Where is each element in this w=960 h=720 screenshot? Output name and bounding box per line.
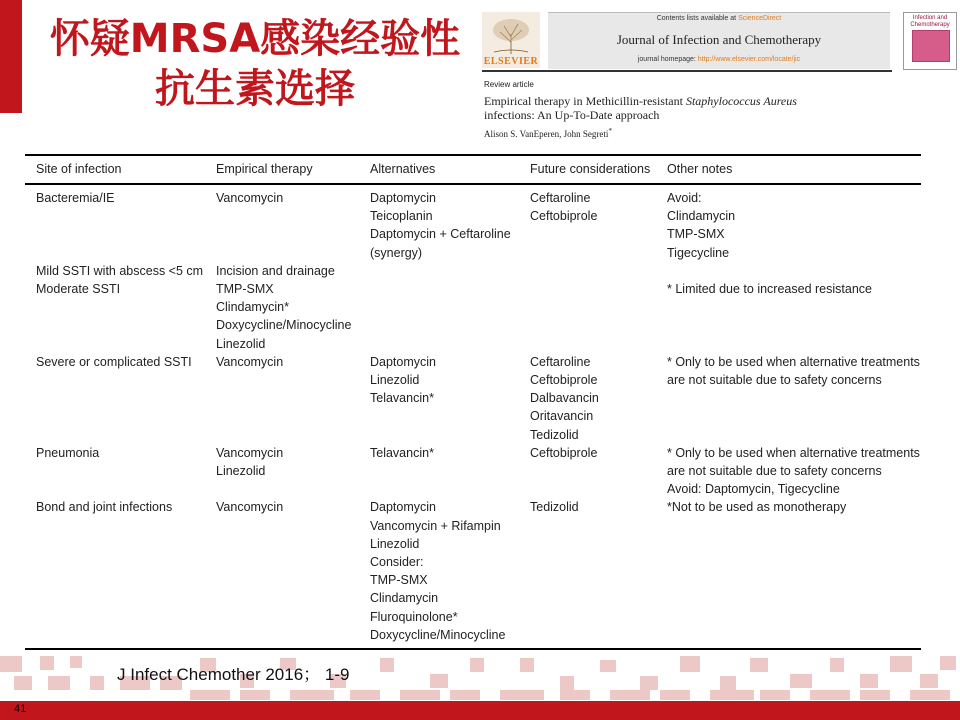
cell-line: Avoid: [667, 191, 702, 205]
sciencedirect-link[interactable]: ScienceDirect [738, 15, 782, 22]
cell-line: Consider: [370, 555, 424, 570]
decor-square [520, 658, 534, 672]
cell-line: Vancomycin [216, 445, 284, 460]
cell-line: Tedizolid [530, 427, 579, 442]
cell-line: Ceftobiprole [530, 209, 598, 224]
paper-title: Empirical therapy in Methicillin-resistant Staphylococcus Aureus infections: An Up-To-Date approach [484, 94, 797, 122]
decor-square [920, 674, 938, 688]
cell-future [519, 353, 656, 444]
left-accent-bar [0, 0, 22, 113]
decor-square [190, 690, 230, 700]
decor-square [40, 656, 54, 670]
cell-line: Clindamycin [667, 209, 736, 224]
cell-line: Clindamycin [370, 591, 439, 606]
journal-name: Journal of Infection and Chemotherapy [616, 32, 822, 47]
cell-alternatives [359, 353, 519, 444]
cell-empirical [205, 184, 359, 262]
cell-line: Telavancin* [370, 445, 434, 460]
citation: J Infect Chemother 2016； 1-9 [117, 665, 350, 684]
cell-notes [656, 184, 921, 262]
table-row [25, 184, 921, 262]
cell-future [519, 498, 656, 649]
cell-notes [656, 262, 921, 353]
slide-title [30, 14, 480, 114]
table-body [25, 184, 921, 649]
homepage-link[interactable]: http://www.elsevier.com/locate/jic [697, 56, 801, 63]
decor-square [610, 690, 650, 700]
decor-square [790, 674, 812, 688]
cell-line: Bacteremia/IE [36, 191, 115, 205]
cell-line: Incision and drainage [216, 263, 335, 278]
cell-line: * Only to be used when alternative treatments [667, 354, 920, 369]
header-future: Future considerations [519, 155, 656, 184]
decor-square [720, 676, 736, 690]
cell-empirical [205, 444, 359, 499]
cell-empirical [205, 498, 359, 649]
cell-line: are not suitable due to safety concerns [667, 464, 882, 479]
homepage-line: journal homepage: http://www.elsevier.com/locate/jic [637, 56, 801, 63]
cell-empirical [205, 353, 359, 444]
decor-square [70, 656, 82, 668]
decor-square [890, 656, 912, 672]
cell-line: Vancomycin [216, 500, 284, 515]
cell-line: Daptomycin [370, 354, 436, 369]
decor-square [0, 656, 22, 672]
cell-line: Vancomycin [216, 354, 284, 369]
cell-site [25, 184, 205, 262]
bottom-bar [0, 701, 960, 720]
decor-square [560, 676, 574, 690]
cell-line: Linezolid [216, 336, 266, 351]
cell-line: TMP-SMX [216, 282, 274, 297]
slide-title-line1: 怀疑MRSA感染经验性 [49, 16, 461, 62]
header-divider [482, 70, 892, 72]
decor-square [240, 690, 270, 700]
therapy-table [25, 154, 921, 650]
decor-square [290, 690, 334, 700]
decor-square [14, 676, 32, 690]
cell-site [25, 353, 205, 444]
cell-line: *Not to be used as monotherapy [667, 500, 847, 515]
cell-line: Ceftaroline [530, 354, 591, 369]
cell-notes [656, 444, 921, 499]
cell-line: Mild SSTI with abscess <5 cm [36, 263, 204, 278]
cell-line: Linezolid [370, 536, 420, 551]
cell-line: Linezolid [216, 464, 266, 479]
cell-line: Tedizolid [530, 500, 579, 515]
cell-line: Oritavancin [530, 409, 594, 424]
cell-line: TMP-SMX [667, 227, 725, 242]
cell-line [667, 262, 917, 280]
cell-line: Moderate SSTI [36, 282, 121, 297]
page-number: 41 [14, 703, 27, 715]
cell-line: Severe or complicated SSTI [36, 354, 192, 369]
decor-square [810, 690, 850, 700]
header-site: Site of infection [25, 155, 205, 184]
table-row [25, 262, 921, 353]
decor-square [500, 690, 544, 700]
elsevier-wordmark: ELSEVIER [483, 56, 539, 67]
cell-line: (synergy) [370, 245, 423, 260]
paper-authors: Alison S. VanEperen, John Segreti* [484, 126, 613, 139]
decor-square [560, 690, 590, 700]
decor-square [860, 674, 878, 688]
decor-square [48, 676, 70, 690]
cell-empirical [205, 262, 359, 353]
decor-square [450, 690, 480, 700]
table-row [25, 353, 921, 444]
cell-future [519, 262, 656, 353]
cover-title: Infection and Chemotherapy [910, 15, 950, 28]
cell-future [519, 444, 656, 499]
cell-line: Avoid: Daptomycin, Tigecycline [667, 482, 840, 497]
cell-line: Ceftobiprole [530, 445, 598, 460]
cell-line: Daptomycin [370, 191, 436, 205]
cell-line: Doxycycline/Minocycline [216, 318, 352, 333]
cell-line: Bond and joint infections [36, 500, 173, 515]
decor-square [90, 676, 104, 690]
decor-square [680, 656, 700, 672]
slide-title-line2: 抗生素选择 [155, 66, 355, 112]
cell-line: Daptomycin [370, 500, 436, 515]
table-row [25, 498, 921, 649]
decor-square [910, 690, 950, 700]
header-alternatives: Alternatives [359, 155, 519, 184]
decor-square [940, 656, 956, 670]
decor-square [350, 690, 380, 700]
cell-line: Ceftaroline [530, 191, 591, 205]
cell-line: Dalbavancin [530, 391, 599, 406]
cell-line: Telavancin* [370, 391, 434, 406]
journal-banner [548, 12, 890, 69]
cell-site [25, 498, 205, 649]
cell-notes [656, 353, 921, 444]
cell-future [519, 184, 656, 262]
cell-line: Vancomycin + Rifampin [370, 518, 501, 533]
decor-square [640, 676, 658, 690]
decor-square [860, 690, 890, 700]
decor-square [760, 690, 790, 700]
decor-square [430, 674, 448, 688]
article-type: Review article [484, 80, 534, 89]
cell-line: Teicoplanin [370, 209, 433, 224]
header-notes: Other notes [656, 155, 921, 184]
cover-image [912, 30, 950, 62]
decor-square [830, 658, 844, 672]
cell-alternatives [359, 444, 519, 499]
cell-line: * Only to be used when alternative treatments [667, 445, 920, 460]
decor-square [750, 658, 768, 672]
cell-line: Doxycycline/Minocycline [370, 627, 506, 642]
decor-square [400, 690, 440, 700]
cell-alternatives [359, 262, 519, 353]
cell-line: TMP-SMX [370, 573, 428, 588]
therapy-table-container [25, 154, 921, 650]
cell-line: Linezolid [370, 373, 420, 388]
cell-line: Clindamycin* [216, 300, 289, 315]
paper-title-species: Staphylococcus Aureus [685, 94, 797, 108]
cell-alternatives [359, 498, 519, 649]
cell-line: Ceftobiprole [530, 373, 598, 388]
cell-line: Vancomycin [216, 191, 284, 205]
cell-line: Daptomycin + Ceftaroline [370, 227, 511, 242]
cell-site [25, 444, 205, 499]
header-empirical: Empirical therapy [205, 155, 359, 184]
decor-square [710, 690, 754, 700]
decor-square [470, 658, 484, 672]
decor-square [660, 690, 690, 700]
journal-header [482, 12, 957, 70]
cell-notes [656, 498, 921, 649]
table-row [25, 444, 921, 499]
journal-cover [903, 12, 957, 70]
cell-line: Tigecycline [667, 245, 730, 260]
table-header-row [25, 155, 921, 184]
cell-line: are not suitable due to safety concerns [667, 373, 882, 388]
decor-square [600, 660, 616, 672]
cell-site [25, 262, 205, 353]
cell-line: Fluroquinolone* [370, 609, 458, 624]
cell-line: Pneumonia [36, 445, 100, 460]
cell-line: * Limited due to increased resistance [667, 282, 872, 297]
decor-square [380, 658, 394, 672]
contents-line: Contents lists available at ScienceDirect [656, 15, 782, 22]
cell-alternatives [359, 184, 519, 262]
